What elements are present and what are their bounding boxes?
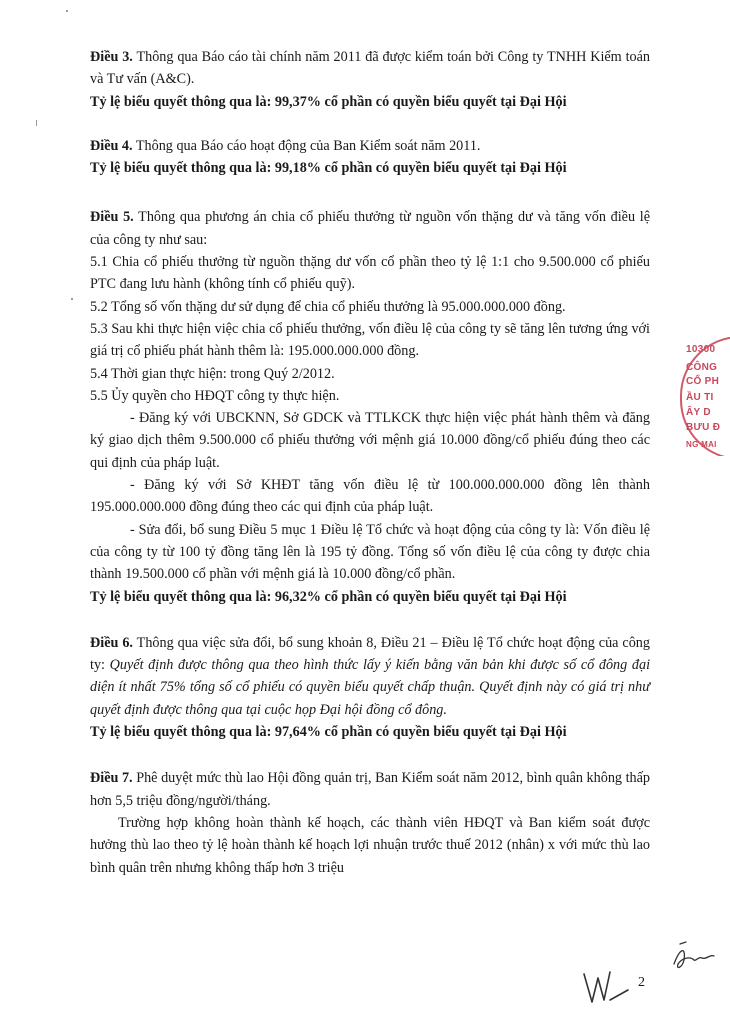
stamp-line-4: ẦU TI xyxy=(686,392,714,403)
dieu4-label: Điều 4. xyxy=(90,137,133,154)
stamp-line-2: CÔNG xyxy=(686,362,718,373)
dieu4-vote: Tỷ lệ biểu quyết thông qua là: 99,18% cổ phần có quyền biểu quyết tại Đại Hội xyxy=(90,160,567,177)
page-number: 2 xyxy=(638,975,645,990)
dieu3-vote: Tỷ lệ biểu quyết thông qua là: 99,37% cổ phần có quyền biểu quyết tại Đại Hội xyxy=(90,93,567,110)
dieu3-label: Điều 3. xyxy=(90,49,133,65)
document-body xyxy=(90,46,650,879)
dieu4-paragraph xyxy=(90,135,650,157)
dieu6-italic-text: Quyết định được thông qua theo hình thức lấy ý kiến bằng văn bản khi được số cổ đông đại diện ít nhất 75% tổng số cổ phiếu có quyền biểu quyết chấp thuận. Quyết định này có giá trị như quyết định được thông qua tại cuộc họp Đại hội đồng cổ đông. xyxy=(90,657,651,718)
dieu5-vote: Tỷ lệ biểu quyết thông qua là: 96,32% cổ phần có quyền biểu quyết tại Đại Hội xyxy=(90,588,567,605)
dieu7-label: Điều 7. xyxy=(90,770,133,787)
dieu5-text: Thông qua phương án chia cổ phiếu thưởng từ nguồn vốn thặng dư và tăng vốn điều lệ của công ty như sau: xyxy=(90,209,650,248)
dieu6-label: Điều 6. xyxy=(90,634,133,651)
stamp-line-3: CỔ PH xyxy=(686,376,720,387)
scan-speck xyxy=(71,298,73,300)
dieu3-paragraph xyxy=(90,46,650,91)
dieu5-item-5: 5.5 Ủy quyền cho HĐQT công ty thực hiện. xyxy=(90,387,340,404)
dieu5-item-1: 5.1 Chia cổ phiếu thưởng từ nguồn thặng dư vốn cổ phần theo tỷ lệ 1:1 cho 9.500.000 cổ phiếu PTC đang lưu hành (không tính cổ phiếu quỹ). xyxy=(90,254,650,293)
dieu7-paragraph xyxy=(90,767,650,812)
dieu3-text: Thông qua Báo cáo tài chính năm 2011 đã được kiểm toán bởi Công ty TNHH Kiểm toán và Tư vấn (A&C). xyxy=(90,49,650,88)
dieu5-sub-3: - Sửa đổi, bổ sung Điều 5 mục 1 Điều lệ Tổ chức và hoạt động của công ty là: Vốn điều lệ của công ty từ 100 tỷ đồng tăng lên là 195 tỷ đồng. Tổng số vốn điều lệ của công ty được chia thành 19.500.000 cổ phần với mệnh giá là 10.000 đồng/cổ phần. xyxy=(90,521,650,583)
dieu5-sub-2: - Đăng ký với Sở KHĐT tăng vốn điều lệ từ 100.000.000.000 đồng lên thành 195.000.000.000 đồng đúng theo các qui định của pháp luật. xyxy=(90,477,650,516)
dieu5-paragraph xyxy=(90,206,650,251)
dieu6-text: Thông qua việc sửa đổi, bổ sung khoản 8, Điều 21 – Điều lệ Tổ chức hoạt động của công ty: xyxy=(90,634,650,674)
scan-speck xyxy=(36,120,37,126)
stamp-line-1: 10300 xyxy=(686,344,716,355)
dieu5-item-4: 5.4 Thời gian thực hiện: trong Quý 2/2012. xyxy=(90,365,335,382)
dieu6-paragraph xyxy=(90,632,650,721)
stamp-line-6: BƯU Đ xyxy=(686,422,721,433)
stamp-line-7: NG MAI xyxy=(686,440,717,449)
stamp-line-5: ÂY D xyxy=(686,407,711,418)
company-stamp xyxy=(676,336,730,456)
dieu5-item-2: 5.2 Tổng số vốn thặng dư sử dụng để chia cổ phiếu thưởng là 95.000.000.000 đồng. xyxy=(90,298,566,315)
dieu4-text: Thông qua Báo cáo hoạt động của Ban Kiểm soát năm 2011. xyxy=(135,137,481,154)
handwritten-signature-icon xyxy=(668,938,718,978)
dieu5-sub-1: - Đăng ký với UBCKNN, Sở GDCK và TTLKCK thực hiện việc phát hành thêm và đăng ký giao dịch thêm 9.500.000 cổ phiếu thưởng với mệnh giá 10.000 đồng/cổ phiếu đúng theo các qui định của pháp luật. xyxy=(90,410,650,471)
dieu5-item-3: 5.3 Sau khi thực hiện việc chia cổ phiếu thưởng, vốn điều lệ của công ty sẽ tăng lên tương ứng với giá trị cổ phiếu phát hành thêm là: 195.000.000.000 đồng. xyxy=(90,320,650,360)
dieu5-label: Điều 5. xyxy=(90,209,134,226)
dieu7-text: Phê duyệt mức thù lao Hội đồng quản trị, Ban Kiểm soát năm 2012, bình quân không thấp hơn 5,5 triệu đồng/người/tháng. xyxy=(90,770,651,809)
dieu6-vote: Tỷ lệ biểu quyết thông qua là: 97,64% cổ phần có quyền biểu quyết tại Đại Hội xyxy=(90,724,567,741)
scan-speck xyxy=(66,10,68,12)
dieu7-continuation: Trường hợp không hoàn thành kế hoạch, các thành viên HĐQT và Ban kiểm soát được hưởng thù lao theo tỷ lệ hoàn thành kế hoạch lợi nhuận trước thuế 2012 (nhân) x với mức thù lao bình quân trên nhưng không thấp hơn 3 triệu xyxy=(90,814,650,876)
initials-signature-icon xyxy=(580,960,630,1010)
